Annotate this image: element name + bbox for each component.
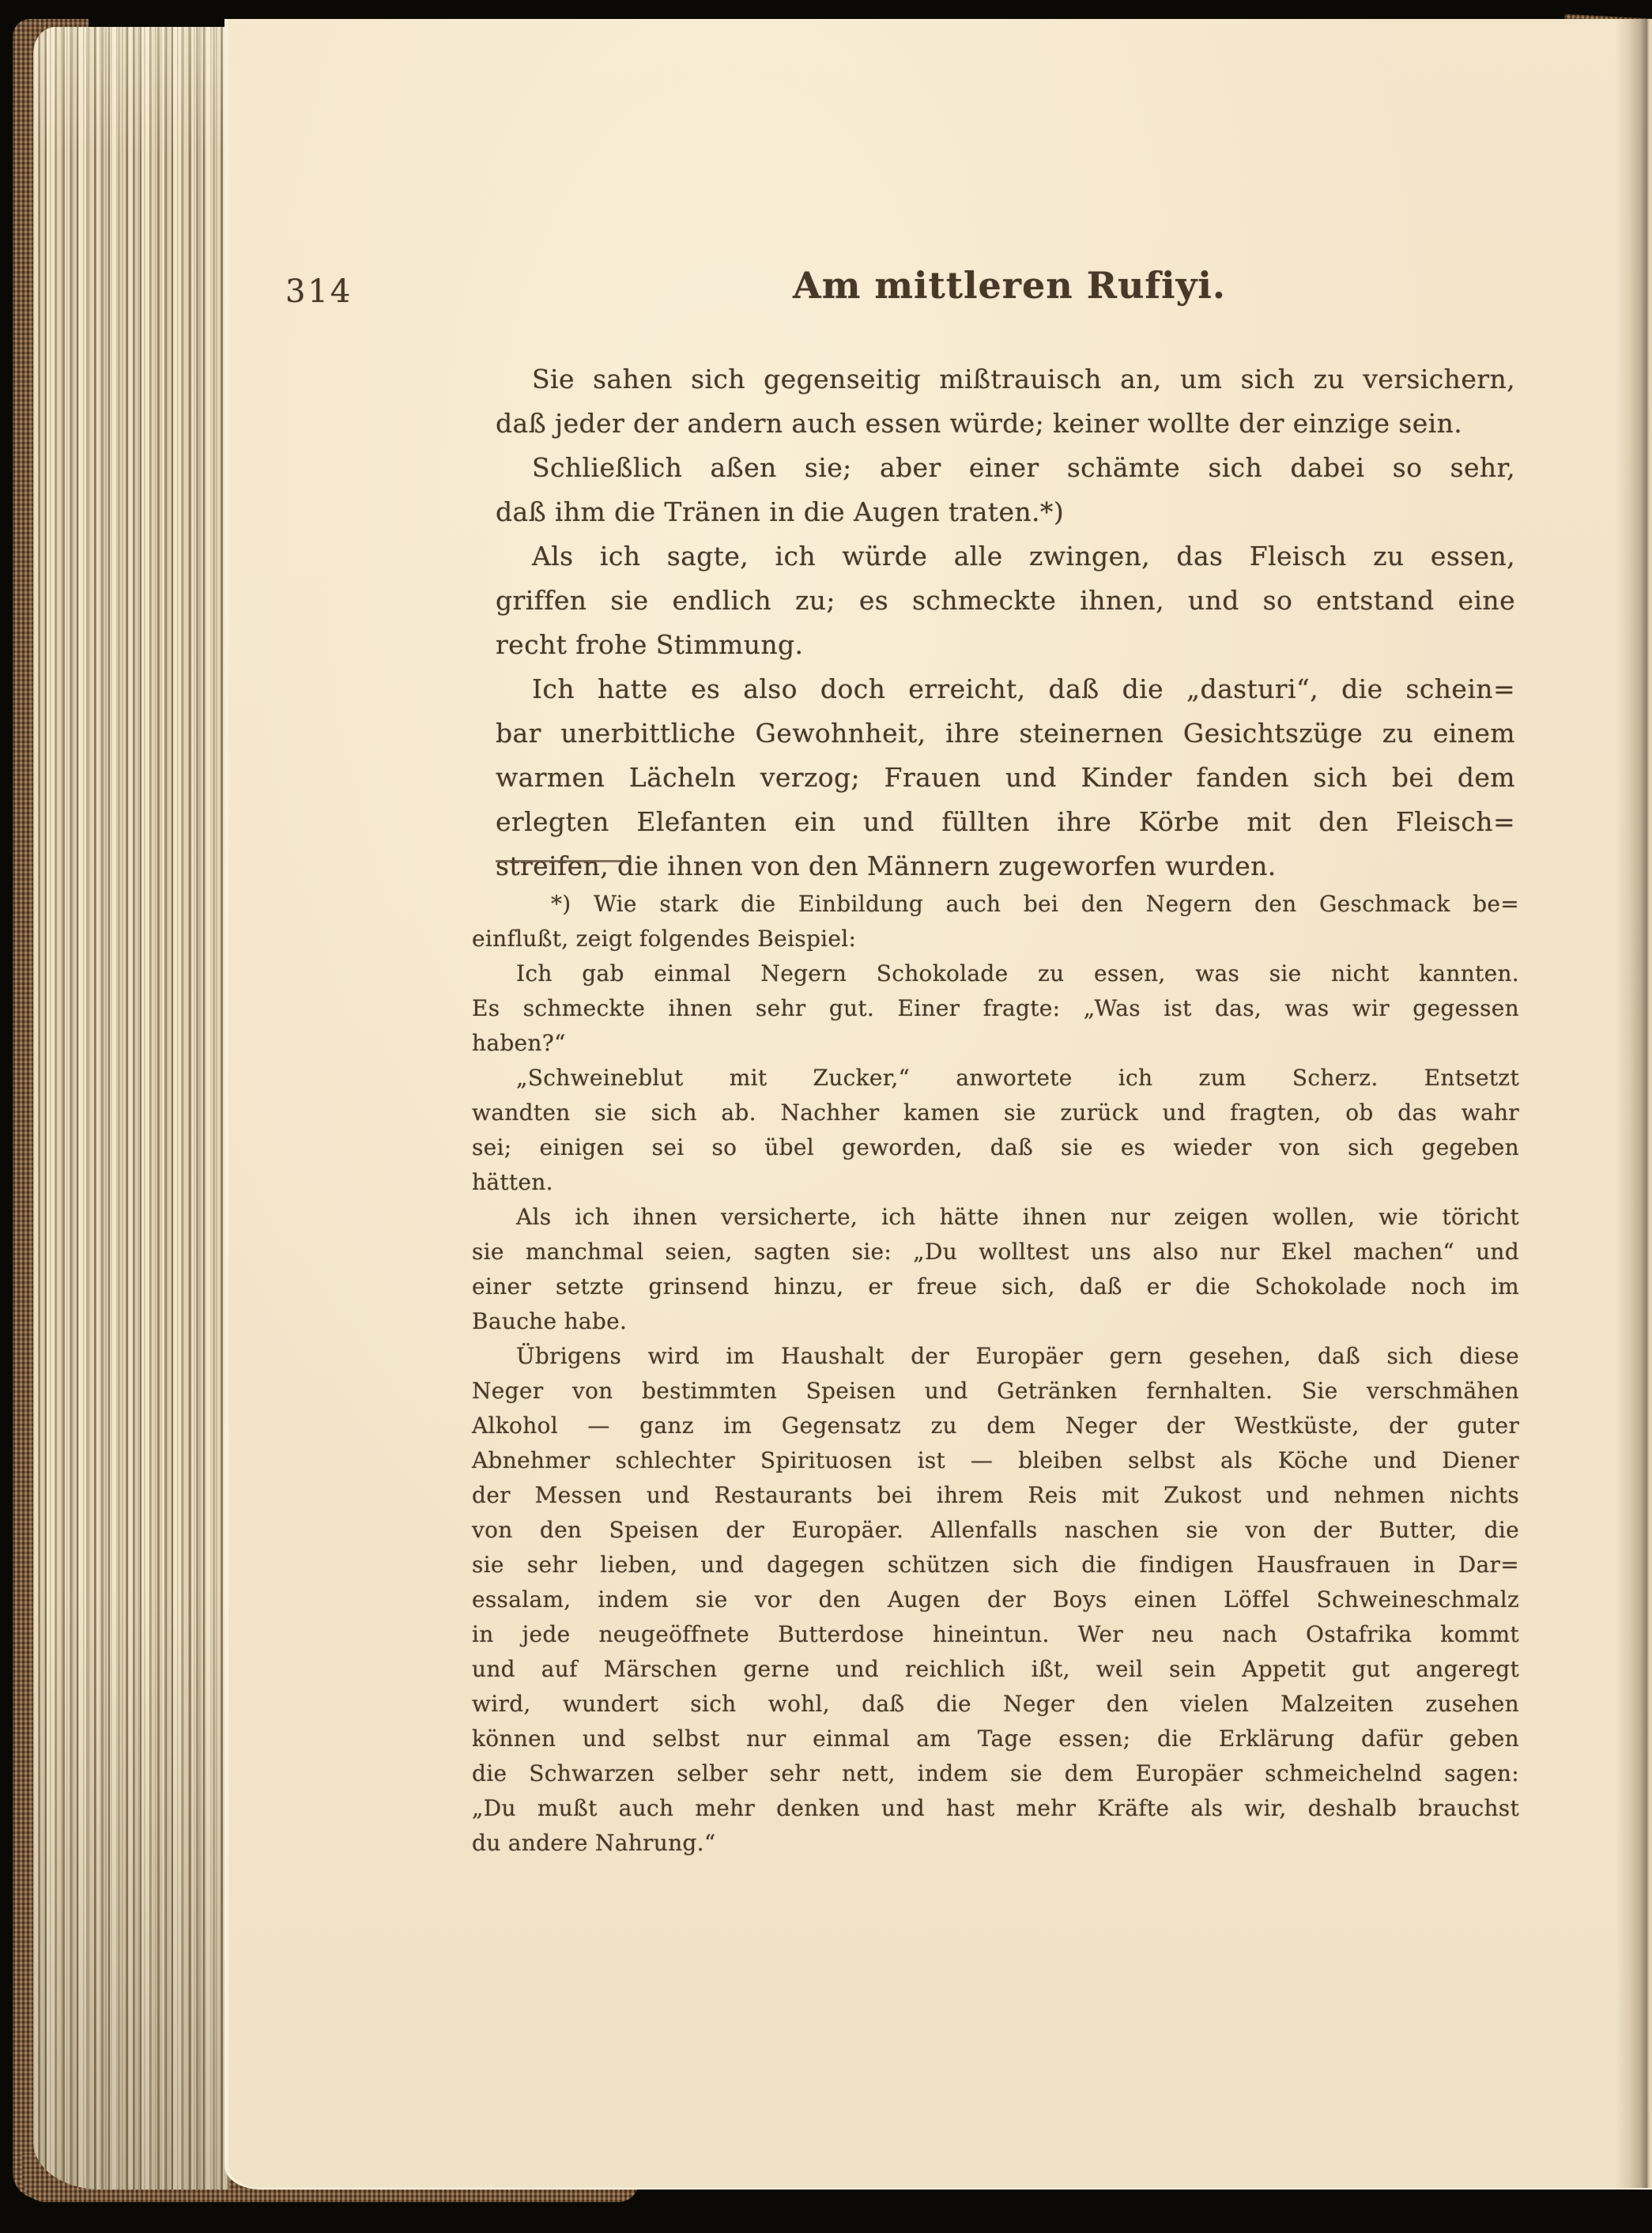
paragraph [472, 887, 1519, 956]
text-line: recht frohe Stimmung. [496, 629, 804, 660]
text-line: Bauche habe. [472, 1308, 628, 1334]
text-line: einflußt, zeigt folgendes Beispiel: [472, 926, 857, 952]
text-line: Sie sahen sich gegenseitig mißtrauisch an, um sich zu versichern, [532, 364, 1515, 394]
page-number: 314 [285, 273, 353, 310]
text-line: wandten sie sich ab. Nachher kamen sie zurück und fragten, ob das wahr [472, 1100, 1519, 1126]
text-line: warmen Lächeln verzog; Frauen und Kinder fanden sich bei dem [496, 762, 1515, 793]
text-line: und auf Märschen gerne und reichlich ißt, weil sein Appetit gut angeregt [472, 1656, 1519, 1682]
text-line: „Du mußt auch mehr denken und hast mehr Kräfte als wir, deshalb brauchst [472, 1795, 1519, 1821]
text-line: Es schmeckte ihnen sehr gut. Einer fragte: „Was ist das, was wir gegessen [472, 995, 1519, 1021]
paragraph [472, 1061, 1519, 1200]
text-line: sei; einigen sei so übel geworden, daß sie es wieder von sich gegeben [472, 1134, 1519, 1160]
text-line: daß jeder der andern auch essen würde; keiner wollte der einzige sein. [496, 408, 1463, 439]
text-line: du andere Nahrung.“ [472, 1830, 716, 1856]
paragraph [472, 1200, 1519, 1339]
text-line: können und selbst nur einmal am Tage essen; die Erklärung dafür geben [472, 1726, 1519, 1752]
text-line: sie sehr lieben, und dagegen schützen sich die findigen Hausfrauen in Dar= [472, 1552, 1519, 1578]
paragraph [472, 1339, 1519, 1861]
text-line: Als ich ihnen versicherte, ich hätte ihnen nur zeigen wollen, wie töricht [516, 1204, 1519, 1230]
text-line: Alkohol — ganz im Gegensatz zu dem Neger der Westküste, der guter [472, 1413, 1519, 1439]
text-line: streifen, die ihnen von den Männern zugeworfen wurden. [496, 851, 1277, 881]
text-line: Ich gab einmal Negern Schokolade zu essen, was sie nicht kannten. [516, 960, 1519, 986]
text-line: die Schwarzen selber sehr nett, indem sie dem Europäer schmeichelnd sagen: [472, 1760, 1519, 1786]
text-line: erlegten Elefanten ein und füllten ihre Körbe mit den Fleisch= [496, 806, 1515, 837]
text-line: Übrigens wird im Haushalt der Europäer gern gesehen, daß sich diese [516, 1343, 1519, 1369]
gutter-shadow [1616, 19, 1652, 2188]
text-line: wird, wundert sich wohl, daß die Neger den vielen Malzeiten zusehen [472, 1691, 1519, 1717]
text-line: Ich hatte es also doch erreicht, daß die „dasturi“, die schein= [532, 673, 1515, 704]
paragraph [496, 446, 1515, 534]
text-line: einer setzte grinsend hinzu, er freue sich, daß er die Schokolade noch im [472, 1273, 1519, 1299]
text-line: *) Wie stark die Einbildung auch bei den Negern den Geschmack be= [551, 891, 1519, 917]
text-line: hätten. [472, 1169, 553, 1195]
text-line: Schließlich aßen sie; aber einer schämte sich dabei so sehr, [532, 452, 1515, 483]
paragraph [472, 956, 1519, 1061]
text-line: Neger von bestimmten Speisen und Getränken fernhalten. Sie verschmähen [472, 1378, 1519, 1404]
text-line: Abnehmer schlechter Spirituosen ist — bleiben selbst als Köche und Diener [472, 1447, 1519, 1473]
paragraph [496, 667, 1515, 888]
running-header-title: Am mittleren Rufiyi. [793, 264, 1226, 307]
text-line: griffen sie endlich zu; es schmeckte ihnen, und so entstand eine [496, 585, 1515, 616]
text-line: daß ihm die Tränen in die Augen traten.*) [496, 496, 1065, 527]
text-line: bar unerbittliche Gewohnheit, ihre steinernen Gesichtszüge zu einem [496, 718, 1515, 749]
paragraph [496, 357, 1515, 446]
text-line: von den Speisen der Europäer. Allenfalls naschen sie von der Butter, die [472, 1517, 1519, 1543]
body-text [496, 357, 1515, 888]
text-line: in jede neugeöffnete Butterdose hineintun. Wer neu nach Ostafrika kommt [472, 1621, 1519, 1647]
text-line: der Messen und Restaurants bei ihrem Reis mit Zukost und nehmen nichts [472, 1482, 1519, 1508]
text-line: haben?“ [472, 1030, 566, 1056]
page-stack-fore-edges [33, 27, 229, 2190]
footnote-separator-rule [496, 860, 628, 862]
footnote-text [472, 887, 1519, 1861]
text-line: „Schweineblut mit Zucker,“ anwortete ich zum Scherz. Entsetzt [516, 1065, 1519, 1091]
book-page [224, 19, 1652, 2190]
paragraph [496, 534, 1515, 667]
text-line: sie manchmal seien, sagten sie: „Du wolltest uns also nur Ekel machen“ und [472, 1239, 1519, 1265]
text-line: Als ich sagte, ich würde alle zwingen, das Fleisch zu essen, [532, 541, 1515, 571]
text-line: essalam, indem sie vor den Augen der Boys einen Löffel Schweineschmalz [472, 1586, 1519, 1613]
